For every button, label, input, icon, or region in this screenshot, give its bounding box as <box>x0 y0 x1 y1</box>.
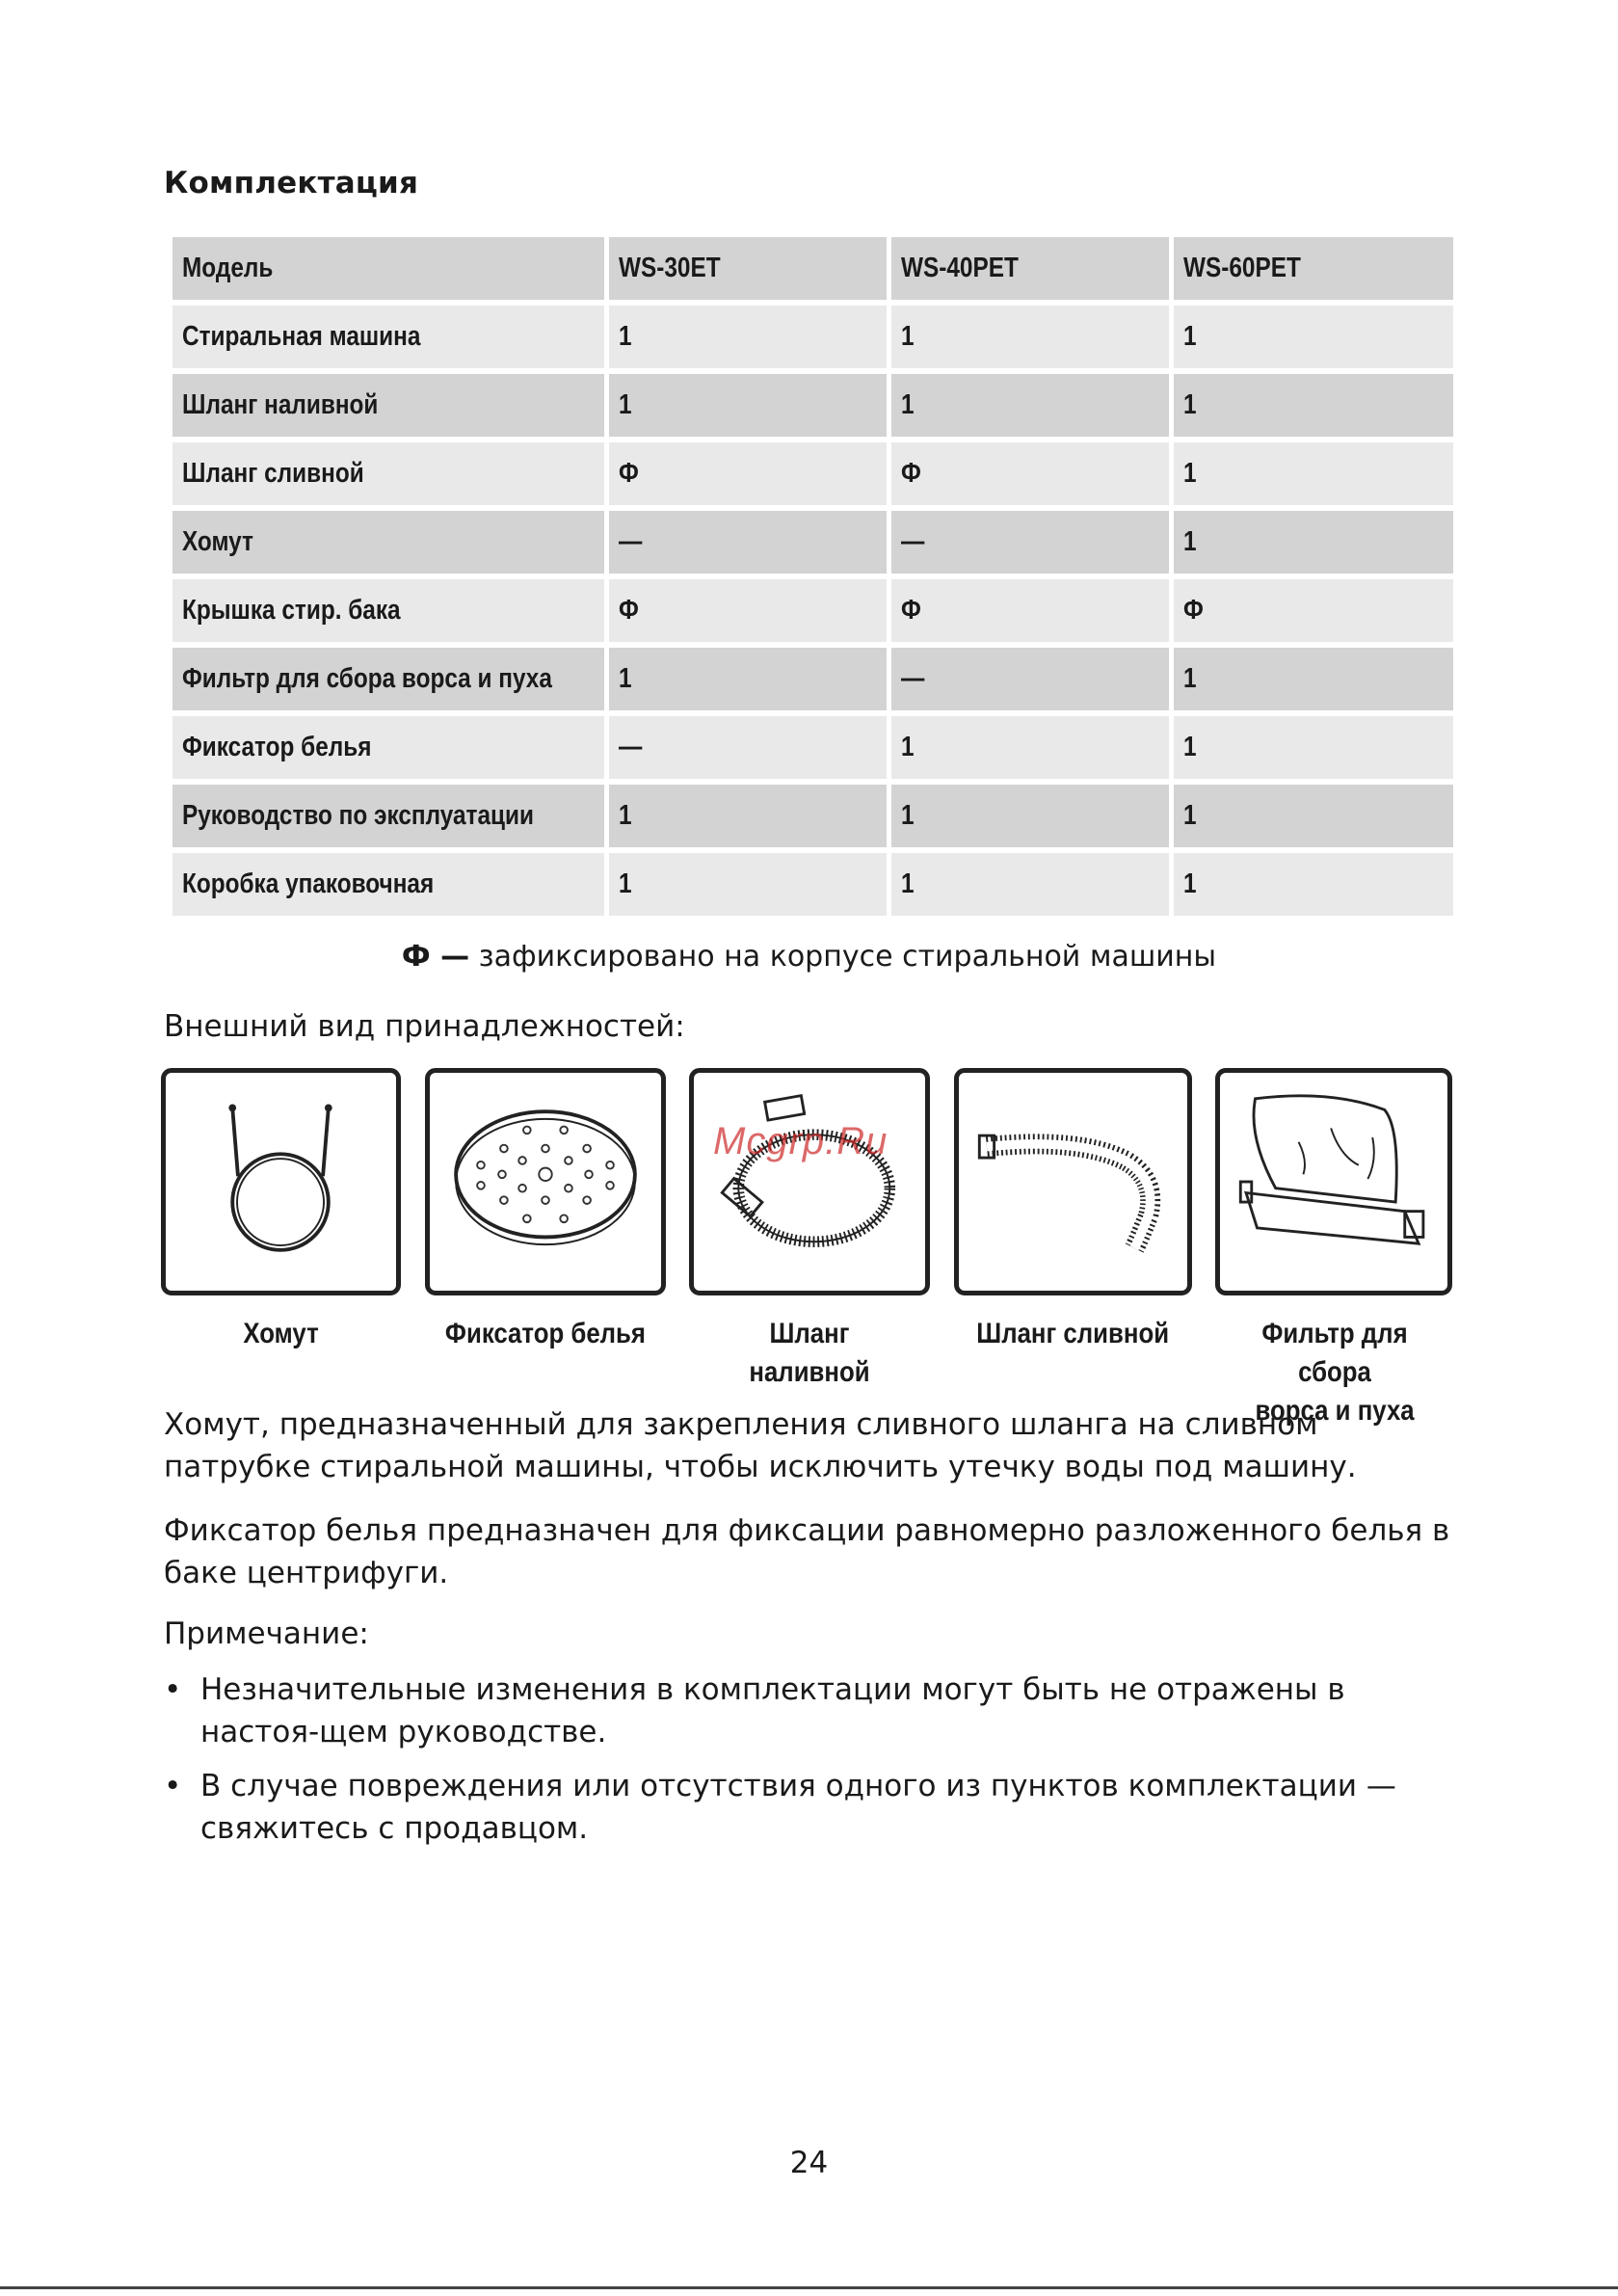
table-cell: WS-40PET <box>891 237 1169 300</box>
table-cell: — <box>609 511 887 574</box>
note-bullet <box>164 1669 1455 1755</box>
table-cell: 1 <box>1174 785 1453 847</box>
drain-hose-icon <box>959 1073 1187 1291</box>
laundry-holder-icon <box>430 1073 661 1291</box>
table-row <box>172 374 1453 437</box>
page-number: 24 <box>789 2146 829 2180</box>
clamp-image <box>161 1068 401 1295</box>
table-cell: 1 <box>1174 306 1453 368</box>
table-cell: 1 <box>1174 442 1453 505</box>
table-cell: 1 <box>609 853 887 916</box>
table-row <box>172 648 1453 710</box>
watermark: Mcgrp.Ru <box>713 1120 889 1162</box>
table-cell: Ф <box>609 579 887 642</box>
footnote-text: зафиксировано на корпусе стиральной машины <box>469 940 1217 974</box>
bullet-mark: • <box>164 1672 182 1707</box>
table-cell: — <box>891 648 1169 710</box>
table-cell: — <box>609 716 887 779</box>
table-row <box>172 442 1453 505</box>
table-cell: Ф <box>609 442 887 505</box>
table-cell: 1 <box>891 716 1169 779</box>
table-cell: Ф <box>891 579 1169 642</box>
table-cell: WS-60PET <box>1174 237 1453 300</box>
table-cell: 1 <box>1174 853 1453 916</box>
table-row-label: Хомут <box>172 511 604 574</box>
table-cell: 1 <box>609 306 887 368</box>
table-row <box>172 306 1453 368</box>
table-cell: Ф <box>891 442 1169 505</box>
table-row-label: Стиральная машина <box>172 306 604 368</box>
table-footnote <box>0 940 1618 974</box>
drain-hose-image <box>954 1068 1192 1295</box>
caption-inlet-hose: Шланг наливной <box>749 1318 870 1388</box>
bottom-rule <box>0 2286 1618 2289</box>
table-cell: 1 <box>609 785 887 847</box>
table-cell: 1 <box>1174 716 1453 779</box>
table-row-label: Фильтр для сбора ворса и пуха <box>172 648 604 710</box>
caption-drain-hose: Шланг сливной <box>976 1318 1170 1349</box>
note-heading: Примечание: <box>164 1616 369 1651</box>
table-row <box>172 579 1453 642</box>
table-row-label: Модель <box>172 237 604 300</box>
table-row <box>172 853 1453 916</box>
table-cell: Ф <box>1174 579 1453 642</box>
table-cell: WS-30ET <box>609 237 887 300</box>
table-row-label: Коробка упаковочная <box>172 853 604 916</box>
table-header-row <box>172 237 1453 300</box>
table-cell: 1 <box>891 785 1169 847</box>
table-row-label: Шланг сливной <box>172 442 604 505</box>
equipment-table <box>168 231 1458 921</box>
caption-laundry-holder: Фиксатор белья <box>444 1318 647 1349</box>
caption-lint-filter: Фильтр для сбора ворса и пуха <box>1255 1318 1415 1427</box>
table-row-label: Фиксатор белья <box>172 716 604 779</box>
caption-clamp: Хомут <box>243 1318 319 1349</box>
table-cell: — <box>891 511 1169 574</box>
bullet-text: В случае повреждения или отсутствия одного из пунктов комплектации — свяжитесь с продавцом. <box>200 1769 1396 1846</box>
section-title: Комплектация <box>164 166 419 200</box>
table-cell: 1 <box>1174 511 1453 574</box>
inlet-hose-icon <box>694 1073 925 1291</box>
table-row-label: Крышка стир. бака <box>172 579 604 642</box>
table-row <box>172 511 1453 574</box>
inlet-hose-image <box>689 1068 930 1295</box>
table-cell: 1 <box>1174 648 1453 710</box>
table-cell: 1 <box>891 306 1169 368</box>
lint-filter-icon <box>1220 1073 1447 1291</box>
accessories-heading: Внешний вид принадлежностей: <box>164 1009 685 1044</box>
table-row-label: Руководство по эксплуатации <box>172 785 604 847</box>
laundry-holder-image <box>425 1068 666 1295</box>
table-cell: 1 <box>891 853 1169 916</box>
clamp-icon <box>166 1073 396 1291</box>
lint-filter-image <box>1215 1068 1452 1295</box>
bullet-text: Незначительные изменения в комплектации могут быть не отражены в настоя-щем руководстве. <box>200 1672 1345 1749</box>
table-cell: 1 <box>609 648 887 710</box>
table-cell: 1 <box>1174 374 1453 437</box>
table-cell: 1 <box>891 374 1169 437</box>
note-bullet <box>164 1765 1455 1852</box>
footnote-symbol: Ф — <box>401 940 470 974</box>
table-row-label: Шланг наливной <box>172 374 604 437</box>
paragraph-clamp: Хомут, предназначенный для закрепления сливного шланга на сливном патрубке стиральной машины, чтобы исключить утечку воды под машину. <box>164 1407 1357 1484</box>
table-cell: 1 <box>609 374 887 437</box>
bullet-mark: • <box>164 1769 182 1803</box>
table-row <box>172 716 1453 779</box>
table-row <box>172 785 1453 847</box>
paragraph-laundry-holder: Фиксатор белья предназначен для фиксации равномерно разложенного белья в баке центрифуги. <box>164 1513 1450 1590</box>
